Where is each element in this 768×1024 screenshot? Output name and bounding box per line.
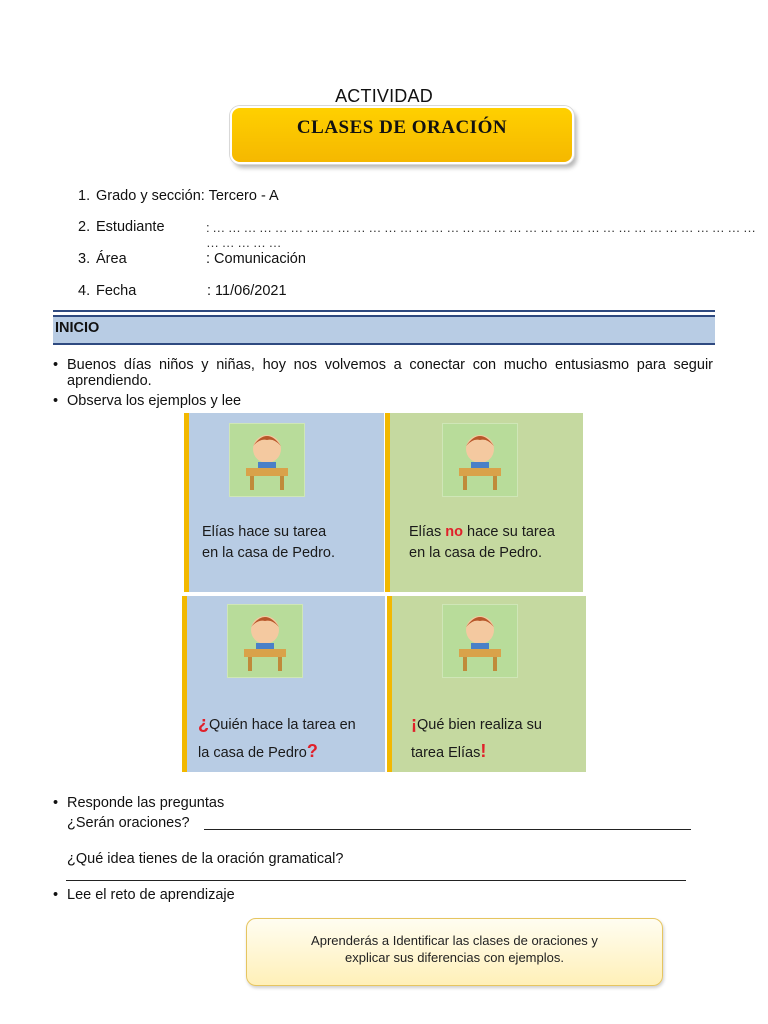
info-num: 2. (78, 219, 91, 235)
section-title: INICIO (55, 320, 100, 336)
panel-text: Quién hace la tarea en (209, 717, 356, 733)
panel-accent-bar (182, 596, 187, 772)
panel-accent-bar (184, 413, 189, 592)
info-label: Fecha (96, 283, 137, 299)
info-date (0, 283, 768, 303)
intro-instruction: Observa los ejemplos y lee (67, 393, 242, 409)
questions-instruction: Responde las preguntas (67, 795, 225, 811)
bullet-icon: • (53, 357, 59, 373)
reto-instruction: Lee el reto de aprendizaje (67, 887, 235, 903)
info-label: Estudiante (96, 219, 165, 235)
boy-studying-icon (442, 604, 518, 678)
example-panel-affirmative (184, 413, 384, 592)
panel-text-post: hace su tarea (462, 524, 555, 540)
boy-studying-icon (442, 423, 518, 497)
panel-text-line (409, 522, 555, 543)
intro-paragraph: Buenos días niños y niñas, hoy nos volvemos a conectar con mucho entusiasmo para seguir aprendiendo. (67, 357, 713, 389)
info-value: : 11/06/2021 (207, 283, 287, 299)
panel-text-pre: Elías (409, 524, 446, 540)
bullet-icon: • (53, 393, 59, 409)
banner-title: CLASES DE ORACIÓN (296, 117, 508, 138)
panel-text-line (411, 710, 542, 738)
reto-line-2: explicar sus diferencias con ejemplos. (345, 950, 564, 965)
info-num: 4. (78, 283, 91, 299)
reto-line-1: Aprenderás a Identificar las clases de oraciones y (311, 933, 598, 948)
answer-line-2[interactable] (66, 880, 686, 881)
info-label: Grado y sección: Tercero - A (96, 188, 279, 204)
example-panel-exclamative (387, 596, 586, 772)
answer-line-1[interactable] (204, 829, 691, 830)
panel-text-line: en la casa de Pedro. (409, 545, 543, 561)
panel-text: la casa de Pedro (198, 745, 307, 761)
panel-text: tarea Elías (411, 745, 481, 761)
student-name-field[interactable]: : … … … … … … … … … … … … … … … … … … … … … … … … … … … … … … … … … … … … … … … … (206, 220, 756, 250)
negation-word: no (445, 524, 463, 540)
info-num: 3. (78, 251, 91, 267)
info-value: : Comunicación (206, 251, 306, 267)
info-student (0, 219, 768, 250)
bullet-icon: • (53, 795, 59, 811)
panel-text: Qué bien realiza su (417, 717, 542, 733)
section-rule (53, 310, 715, 312)
question-mark-open: ¿ (198, 713, 209, 733)
exclamation-mark-open: ¡ (411, 713, 417, 733)
boy-studying-icon (227, 604, 303, 678)
example-panel-interrogative (182, 596, 385, 772)
learning-challenge-box (246, 918, 663, 986)
section-header (53, 315, 715, 345)
panel-accent-bar (385, 413, 390, 592)
info-label: Área (96, 251, 127, 267)
panel-text-line (411, 738, 542, 766)
example-panel-negative (385, 413, 583, 592)
panel-accent-bar (387, 596, 392, 772)
question-1: ¿Serán oraciones? (67, 815, 190, 831)
panel-text-line: en la casa de Pedro. (202, 545, 336, 561)
bullet-icon: • (53, 887, 59, 903)
exclamation-mark-close: ! (480, 741, 487, 761)
info-num: 1. (78, 188, 91, 204)
info-area (0, 251, 768, 271)
question-2: ¿Qué idea tienes de la oración gramatical? (67, 851, 344, 867)
panel-text-line (198, 710, 356, 738)
activity-label: ACTIVIDAD (335, 86, 433, 106)
panel-text-line: Elías hace su tarea (202, 524, 327, 540)
title-banner (230, 106, 574, 164)
panel-text-line (198, 738, 356, 766)
info-grade (0, 188, 768, 208)
question-mark-close: ? (306, 741, 318, 761)
boy-studying-icon (229, 423, 305, 497)
